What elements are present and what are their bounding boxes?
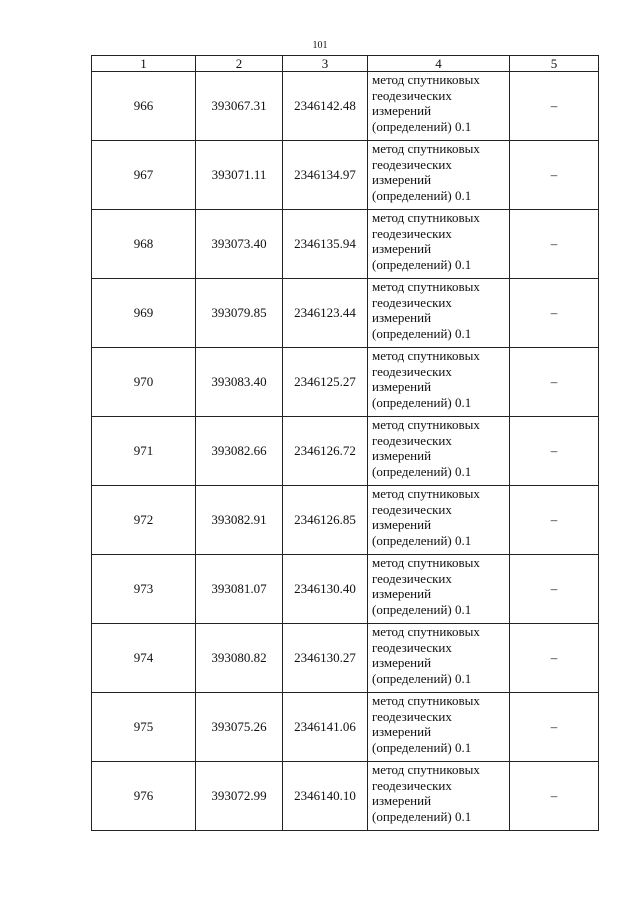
point-number-cell: 969 [92, 279, 196, 348]
table-row [92, 486, 599, 555]
x-coordinate-cell: 393083.40 [196, 348, 283, 417]
method-line: измерений [372, 103, 432, 118]
method-line: (определений) 0.1 [372, 118, 472, 134]
method-line: метод спутниковых [372, 348, 480, 363]
x-coordinate-cell: 393082.91 [196, 486, 283, 555]
method-line: геодезических [372, 777, 452, 793]
method-cell [368, 624, 510, 693]
note-cell [510, 279, 599, 348]
method-line: метод спутниковых [372, 486, 480, 501]
method-cell [368, 762, 510, 831]
note-dash: – [550, 443, 558, 458]
method-line: (определений) 0.1 [372, 463, 472, 479]
table-header-row [92, 56, 599, 72]
y-coordinate-cell: 2346135.94 [283, 210, 368, 279]
method-line: (определений) 0.1 [372, 394, 472, 410]
method-line: (определений) 0.1 [372, 601, 472, 617]
method-cell [368, 279, 510, 348]
y-coordinate-cell: 2346130.40 [283, 555, 368, 624]
method-cell [368, 210, 510, 279]
method-line: измерений [372, 379, 432, 394]
method-line: (определений) 0.1 [372, 325, 472, 341]
method-line: метод спутниковых [372, 693, 480, 708]
method-line: (определений) 0.1 [372, 187, 472, 203]
note-cell [510, 555, 599, 624]
note-cell [510, 762, 599, 831]
column-header: 1 [92, 56, 196, 72]
column-header: 4 [368, 56, 510, 72]
method-line: (определений) 0.1 [372, 670, 472, 686]
x-coordinate-cell: 393080.82 [196, 624, 283, 693]
x-coordinate-cell: 393072.99 [196, 762, 283, 831]
y-coordinate-cell: 2346142.48 [283, 72, 368, 141]
column-header: 3 [283, 56, 368, 72]
note-cell [510, 210, 599, 279]
table-row [92, 72, 599, 141]
point-number-cell: 972 [92, 486, 196, 555]
method-line: (определений) 0.1 [372, 256, 472, 272]
method-line: геодезических [372, 570, 452, 586]
method-line: измерений [372, 310, 432, 325]
point-number-cell: 967 [92, 141, 196, 210]
y-coordinate-cell: 2346126.72 [283, 417, 368, 486]
method-line: метод спутниковых [372, 141, 480, 156]
method-line: метод спутниковых [372, 624, 480, 639]
note-dash: – [550, 719, 558, 734]
y-coordinate-cell: 2346126.85 [283, 486, 368, 555]
note-cell [510, 348, 599, 417]
page-number: 101 [312, 40, 328, 51]
method-line: метод спутниковых [372, 210, 480, 225]
note-dash: – [550, 305, 558, 320]
table-body [92, 72, 599, 831]
x-coordinate-cell: 393067.31 [196, 72, 283, 141]
method-line: геодезических [372, 501, 452, 517]
point-number-cell: 966 [92, 72, 196, 141]
table-row [92, 693, 599, 762]
method-line: метод спутниковых [372, 417, 480, 432]
method-cell [368, 141, 510, 210]
method-line: измерений [372, 793, 432, 808]
column-header: 5 [510, 56, 599, 72]
table-row [92, 624, 599, 693]
note-cell [510, 417, 599, 486]
note-dash: – [550, 167, 558, 182]
method-line: измерений [372, 517, 432, 532]
method-line: геодезических [372, 708, 452, 724]
point-number-cell: 970 [92, 348, 196, 417]
method-line: (определений) 0.1 [372, 532, 472, 548]
method-line: метод спутниковых [372, 72, 480, 87]
method-cell [368, 555, 510, 624]
point-number-cell: 975 [92, 693, 196, 762]
note-cell [510, 72, 599, 141]
method-line: геодезических [372, 156, 452, 172]
x-coordinate-cell: 393082.66 [196, 417, 283, 486]
table-row [92, 210, 599, 279]
method-line: измерений [372, 724, 432, 739]
y-coordinate-cell: 2346134.97 [283, 141, 368, 210]
y-coordinate-cell: 2346141.06 [283, 693, 368, 762]
note-dash: – [550, 512, 558, 527]
table-row [92, 279, 599, 348]
note-cell [510, 693, 599, 762]
method-line: геодезических [372, 225, 452, 241]
method-line: (определений) 0.1 [372, 739, 472, 755]
y-coordinate-cell: 2346130.27 [283, 624, 368, 693]
y-coordinate-cell: 2346125.27 [283, 348, 368, 417]
note-dash: – [550, 650, 558, 665]
method-line: измерений [372, 655, 432, 670]
note-dash: – [550, 581, 558, 596]
method-line: метод спутниковых [372, 762, 480, 777]
note-cell [510, 486, 599, 555]
note-cell [510, 141, 599, 210]
point-number-cell: 973 [92, 555, 196, 624]
method-line: измерений [372, 241, 432, 256]
method-line: метод спутниковых [372, 279, 480, 294]
x-coordinate-cell: 393079.85 [196, 279, 283, 348]
y-coordinate-cell: 2346123.44 [283, 279, 368, 348]
point-number-cell: 976 [92, 762, 196, 831]
table-row [92, 555, 599, 624]
table-row [92, 348, 599, 417]
note-dash: – [550, 98, 558, 113]
x-coordinate-cell: 393075.26 [196, 693, 283, 762]
method-line: измерений [372, 448, 432, 463]
x-coordinate-cell: 393073.40 [196, 210, 283, 279]
point-number-cell: 974 [92, 624, 196, 693]
method-line: геодезических [372, 432, 452, 448]
method-cell [368, 72, 510, 141]
table-row [92, 762, 599, 831]
method-line: метод спутниковых [372, 555, 480, 570]
method-cell [368, 417, 510, 486]
y-coordinate-cell: 2346140.10 [283, 762, 368, 831]
note-dash: – [550, 236, 558, 251]
method-cell [368, 693, 510, 762]
table-row [92, 417, 599, 486]
method-line: геодезических [372, 87, 452, 103]
note-cell [510, 624, 599, 693]
x-coordinate-cell: 393081.07 [196, 555, 283, 624]
table-row [92, 141, 599, 210]
point-number-cell: 971 [92, 417, 196, 486]
x-coordinate-cell: 393071.11 [196, 141, 283, 210]
method-line: измерений [372, 586, 432, 601]
coordinates-table [91, 55, 599, 831]
method-line: измерений [372, 172, 432, 187]
method-line: геодезических [372, 294, 452, 310]
note-dash: – [550, 788, 558, 803]
method-line: (определений) 0.1 [372, 808, 472, 824]
point-number-cell: 968 [92, 210, 196, 279]
method-line: геодезических [372, 639, 452, 655]
method-cell [368, 486, 510, 555]
column-header: 2 [196, 56, 283, 72]
method-cell [368, 348, 510, 417]
method-line: геодезических [372, 363, 452, 379]
note-dash: – [550, 374, 558, 389]
